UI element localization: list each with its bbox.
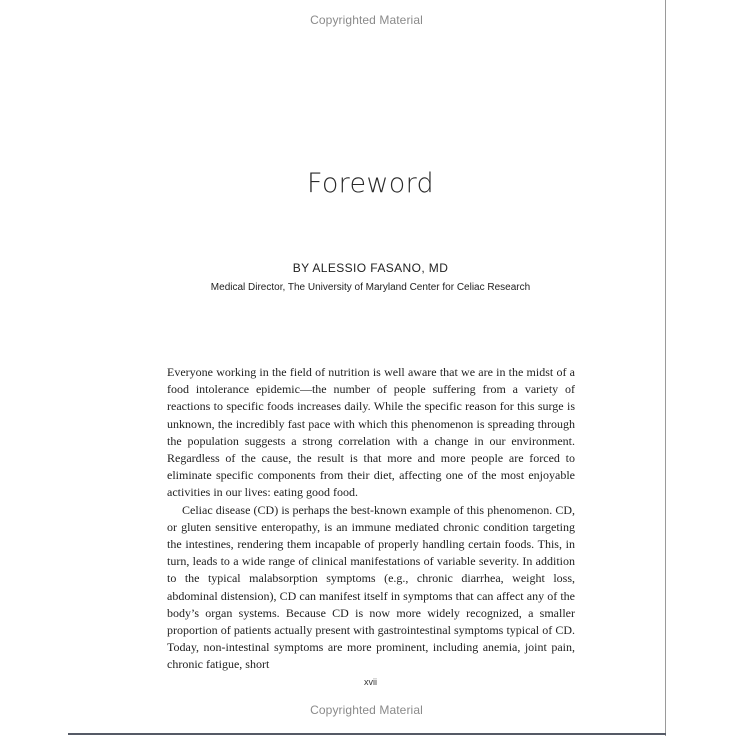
- page-edge-divider: [665, 0, 666, 736]
- page-number: xvii: [364, 677, 377, 687]
- paragraph: Celiac disease (CD) is perhaps the best-known example of this phenomenon. CD, or gluten sensitive enteropathy, is an immune mediated chronic condition targeting the intestines, rendering them incapable of properly handling certain foods. This, in turn, leads to a wide range of clinical manifestations of variable severity. In addition to the typical malabsorption symptoms (e.g., chronic diarrhea, weight loss, abdominal distension), CD can manifest itself in symptoms that can affect any of the body’s organ systems. Because CD is now more widely recognized, a smaller proportion of patients actually present with gastrointestinal symptoms typical of CD. Today, non-intestinal symptoms are more prominent, including anemia, joint pain, chronic fatigue, short: [167, 502, 575, 672]
- chapter-title: Foreword: [307, 168, 434, 199]
- author-byline: BY ALESSIO FASANO, MD: [292, 261, 449, 275]
- page-bottom-border: [68, 733, 666, 735]
- body-text: [167, 364, 575, 674]
- paragraph: Everyone working in the field of nutrition is well aware that we are in the midst of a food intolerance epidemic—the number of people suffering from a variety of reactions to specific foods increases daily. While the specific reason for this surge is unknown, the incredibly fast pace with which this phenomenon is spreading through the population suggests a strong correlation with a change in our environment. Regardless of the cause, the result is that more and more people are forced to eliminate specific components from their diet, affecting one of the most enjoyable activities in our lives: eating good food.: [167, 365, 575, 500]
- author-affiliation: Medical Director, The University of Maryland Center for Celiac Research: [210, 282, 531, 293]
- copyright-watermark-bottom: Copyrighted Material: [310, 703, 423, 717]
- copyright-watermark-top: Copyrighted Material: [310, 13, 423, 27]
